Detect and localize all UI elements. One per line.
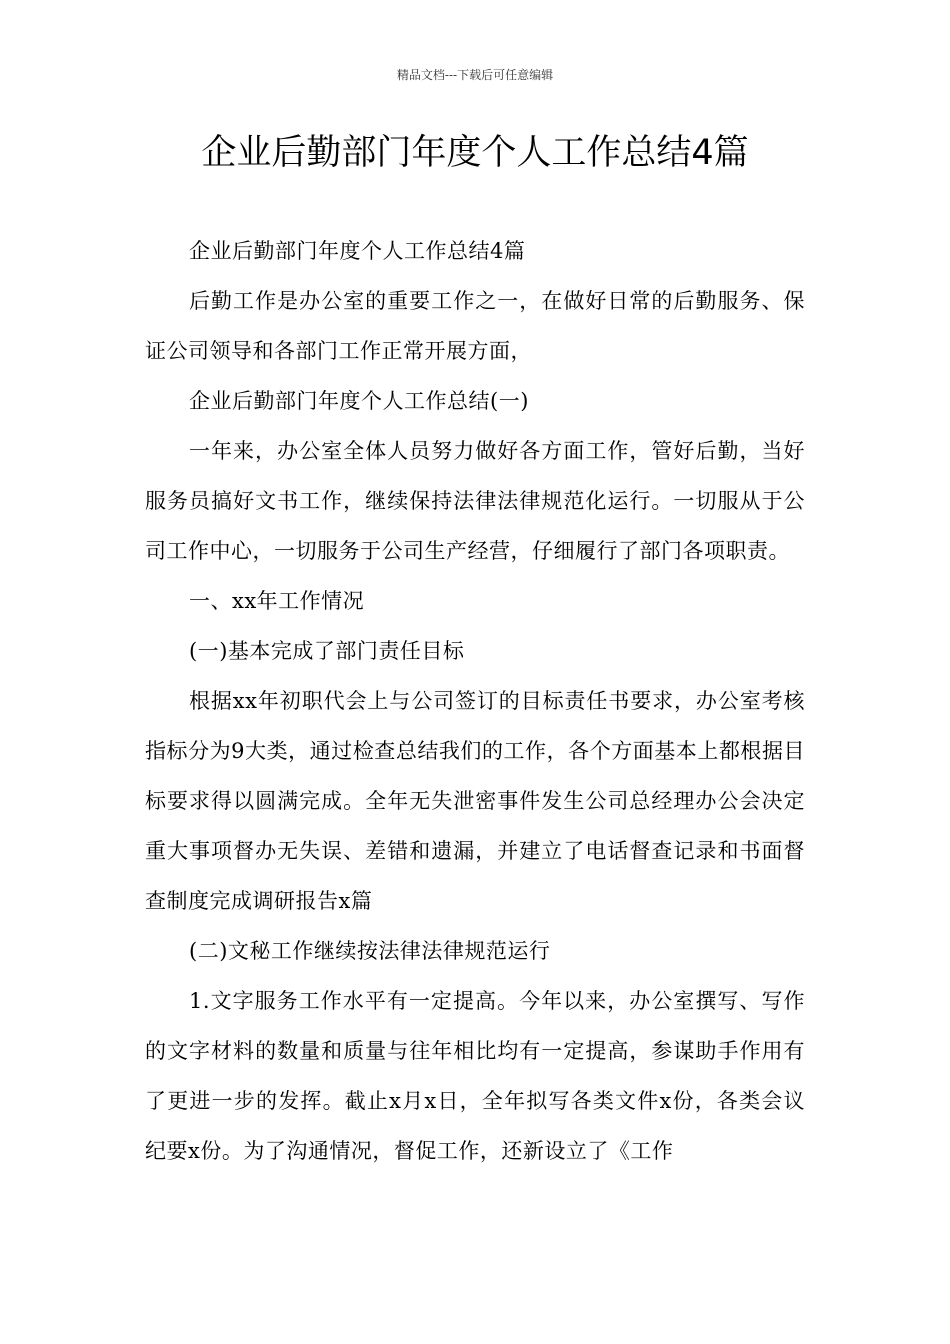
paragraph: 一年来，办公室全体人员努力做好各方面工作，管好后勤，当好服务员搞好文书工作，继续保持法律法律规范化运行。一切服从于公司工作中心，一切服务于公司生产经营，仔细履行了部门各项职责。 — [145, 439, 805, 563]
paragraph: 后勤工作是办公室的重要工作之一，在做好日常的后勤服务、保证公司领导和各部门工作正常开展方面， — [145, 289, 805, 363]
paragraph: 企业后勤部门年度个人工作总结(一) — [189, 389, 529, 413]
paragraph: 一、xx年工作情况 — [189, 589, 365, 613]
document-title: 企业后勤部门年度个人工作总结4篇 — [201, 133, 749, 173]
document-body — [145, 226, 805, 1176]
paragraph: 企业后勤部门年度个人工作总结4篇 — [189, 239, 526, 263]
paragraph: 1.文字服务工作水平有一定提高。今年以来，办公室撰写、写作的文字材料的数量和质量与往年相比均有一定提高，参谋助手作用有了更进一步的发挥。截止x月x日，全年拟写各类文件x份，各类会议纪要x份。为了沟通情况，督促工作，还新设立了《工作 — [145, 989, 805, 1163]
header-note: 精品文档---下载后可任意编辑 — [396, 68, 554, 82]
paragraph: 根据xx年初职代会上与公司签订的目标责任书要求，办公室考核指标分为9大类，通过检查总结我们的工作，各个方面基本上都根据目标要求得以圆满完成。全年无失泄密事件发生公司总经理办公会决定重大事项督办无失误、差错和遗漏，并建立了电话督查记录和书面督查制度完成调研报告x篇 — [145, 689, 805, 913]
paragraph: (一)基本完成了部门责任目标 — [189, 639, 465, 663]
paragraph: (二)文秘工作继续按法律法律规范运行 — [189, 939, 551, 963]
